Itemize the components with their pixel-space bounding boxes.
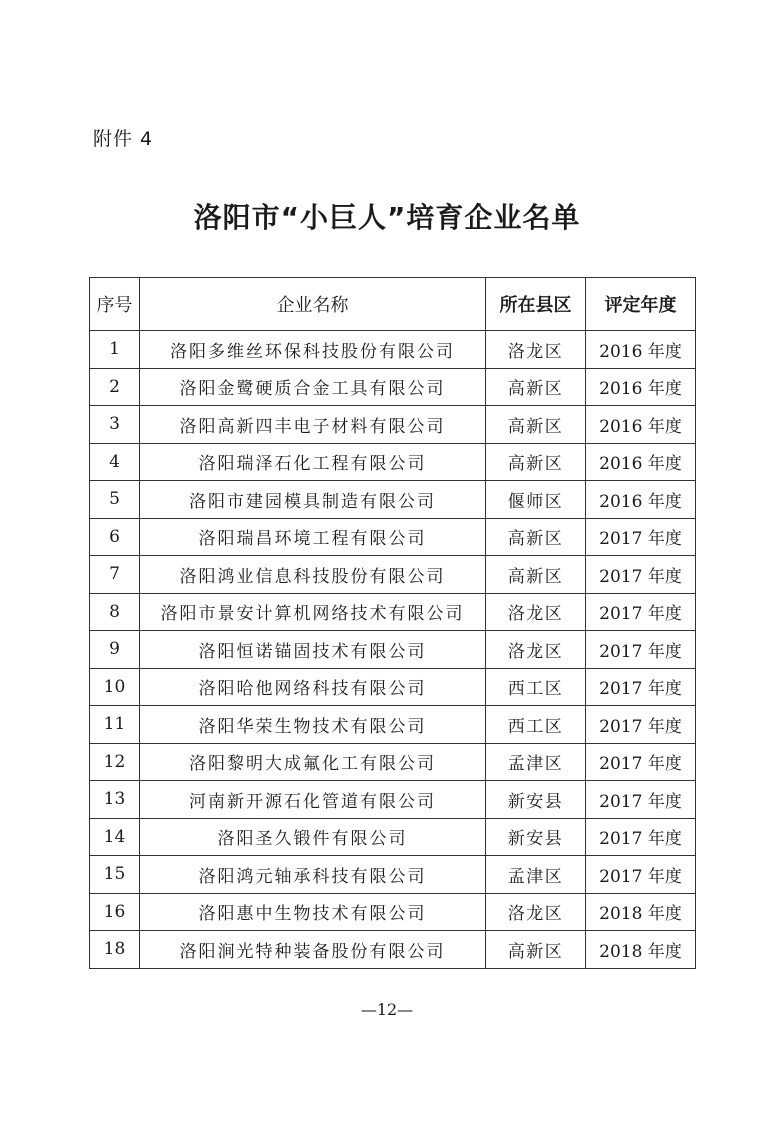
table-row bbox=[90, 856, 696, 894]
row-district: 孟津区 bbox=[486, 743, 586, 781]
row-district: 洛龙区 bbox=[486, 893, 586, 931]
row-year: 2017 年度 bbox=[586, 743, 696, 781]
row-seq: 18 bbox=[90, 931, 140, 969]
table-row bbox=[90, 781, 696, 819]
row-seq: 16 bbox=[90, 893, 140, 931]
row-district: 孟津区 bbox=[486, 856, 586, 894]
row-company-name: 洛阳恒诺锚固技术有限公司 bbox=[140, 631, 486, 669]
row-seq: 4 bbox=[90, 443, 140, 481]
row-seq: 2 bbox=[90, 368, 140, 406]
row-district: 高新区 bbox=[486, 368, 586, 406]
row-district: 新安县 bbox=[486, 818, 586, 856]
table-body bbox=[90, 331, 696, 969]
row-year: 2018 年度 bbox=[586, 893, 696, 931]
row-company-name: 洛阳高新四丰电子材料有限公司 bbox=[140, 406, 486, 444]
row-year: 2017 年度 bbox=[586, 631, 696, 669]
table-row bbox=[90, 931, 696, 969]
row-district: 高新区 bbox=[486, 406, 586, 444]
row-year: 2016 年度 bbox=[586, 443, 696, 481]
row-company-name: 洛阳瑞泽石化工程有限公司 bbox=[140, 443, 486, 481]
table-row bbox=[90, 593, 696, 631]
row-year: 2016 年度 bbox=[586, 406, 696, 444]
row-company-name: 洛阳哈他网络科技有限公司 bbox=[140, 668, 486, 706]
row-district: 新安县 bbox=[486, 781, 586, 819]
row-district: 洛龙区 bbox=[486, 593, 586, 631]
table-row bbox=[90, 706, 696, 744]
row-district: 高新区 bbox=[486, 556, 586, 594]
row-year: 2017 年度 bbox=[586, 556, 696, 594]
row-company-name: 洛阳多维丝环保科技股份有限公司 bbox=[140, 331, 486, 369]
row-year: 2016 年度 bbox=[586, 481, 696, 519]
row-company-name: 洛阳市建园模具制造有限公司 bbox=[140, 481, 486, 519]
row-seq: 3 bbox=[90, 406, 140, 444]
row-seq: 6 bbox=[90, 518, 140, 556]
row-company-name: 洛阳金鹭硬质合金工具有限公司 bbox=[140, 368, 486, 406]
row-company-name: 洛阳华荣生物技术有限公司 bbox=[140, 706, 486, 744]
row-company-name: 洛阳市景安计算机网络技术有限公司 bbox=[140, 593, 486, 631]
header-year: 评定年度 bbox=[586, 278, 696, 331]
table-row bbox=[90, 631, 696, 669]
row-company-name: 洛阳惠中生物技术有限公司 bbox=[140, 893, 486, 931]
table-row bbox=[90, 893, 696, 931]
table-row bbox=[90, 443, 696, 481]
row-year: 2017 年度 bbox=[586, 518, 696, 556]
row-seq: 14 bbox=[90, 818, 140, 856]
row-district: 西工区 bbox=[486, 706, 586, 744]
header-district: 所在县区 bbox=[486, 278, 586, 331]
table-row bbox=[90, 406, 696, 444]
row-seq: 12 bbox=[90, 743, 140, 781]
row-company-name: 河南新开源石化管道有限公司 bbox=[140, 781, 486, 819]
attachment-label: 附件 4 bbox=[93, 128, 154, 150]
row-year: 2017 年度 bbox=[586, 593, 696, 631]
row-company-name: 洛阳鸿业信息科技股份有限公司 bbox=[140, 556, 486, 594]
row-district: 高新区 bbox=[486, 443, 586, 481]
table-row bbox=[90, 818, 696, 856]
table-row bbox=[90, 518, 696, 556]
table-row bbox=[90, 481, 696, 519]
row-year: 2016 年度 bbox=[586, 368, 696, 406]
enterprise-table bbox=[89, 277, 696, 969]
row-seq: 1 bbox=[90, 331, 140, 369]
row-company-name: 洛阳瑞昌环境工程有限公司 bbox=[140, 518, 486, 556]
row-year: 2017 年度 bbox=[586, 781, 696, 819]
row-company-name: 洛阳鸿元轴承科技有限公司 bbox=[140, 856, 486, 894]
row-district: 西工区 bbox=[486, 668, 586, 706]
row-seq: 8 bbox=[90, 593, 140, 631]
row-year: 2016 年度 bbox=[586, 331, 696, 369]
header-seq: 序号 bbox=[90, 278, 140, 331]
row-seq: 15 bbox=[90, 856, 140, 894]
row-seq: 7 bbox=[90, 556, 140, 594]
row-seq: 13 bbox=[90, 781, 140, 819]
row-seq: 5 bbox=[90, 481, 140, 519]
row-year: 2017 年度 bbox=[586, 818, 696, 856]
row-year: 2017 年度 bbox=[586, 668, 696, 706]
row-seq: 11 bbox=[90, 706, 140, 744]
row-district: 高新区 bbox=[486, 931, 586, 969]
page-number: —12— bbox=[360, 1000, 414, 1019]
row-seq: 9 bbox=[90, 631, 140, 669]
table-row bbox=[90, 668, 696, 706]
row-district: 洛龙区 bbox=[486, 331, 586, 369]
row-district: 偃师区 bbox=[486, 481, 586, 519]
row-seq: 10 bbox=[90, 668, 140, 706]
table-row bbox=[90, 368, 696, 406]
document-title: 洛阳市“小巨人”培育企业名单 bbox=[193, 201, 581, 234]
row-company-name: 洛阳圣久锻件有限公司 bbox=[140, 818, 486, 856]
table-row bbox=[90, 331, 696, 369]
row-district: 高新区 bbox=[486, 518, 586, 556]
row-year: 2018 年度 bbox=[586, 931, 696, 969]
row-year: 2017 年度 bbox=[586, 856, 696, 894]
row-company-name: 洛阳黎明大成氟化工有限公司 bbox=[140, 743, 486, 781]
row-company-name: 洛阳涧光特种装备股份有限公司 bbox=[140, 931, 486, 969]
row-district: 洛龙区 bbox=[486, 631, 586, 669]
table-row bbox=[90, 743, 696, 781]
table-header-row bbox=[90, 278, 696, 331]
header-name: 企业名称 bbox=[140, 278, 486, 331]
table-row bbox=[90, 556, 696, 594]
row-year: 2017 年度 bbox=[586, 706, 696, 744]
